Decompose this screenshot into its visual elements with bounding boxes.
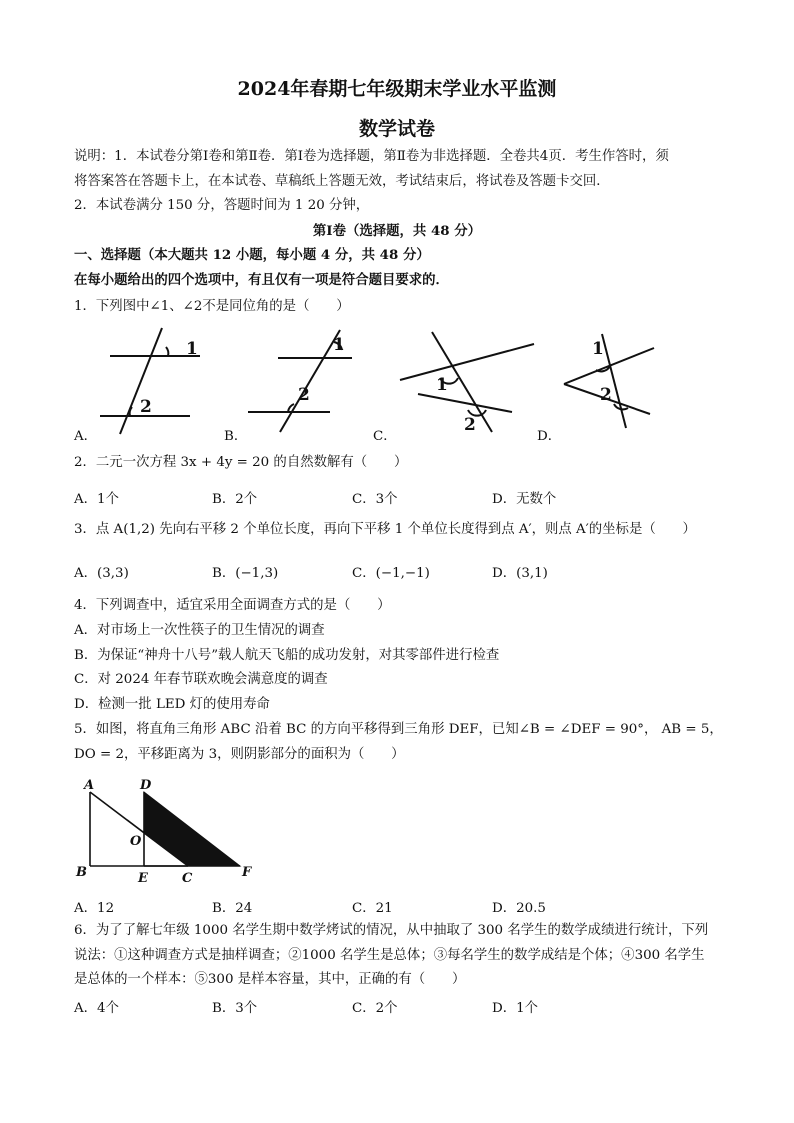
q1-option-a[interactable]: A． <box>74 429 98 444</box>
instructions-line-3: 2．本试卷满分 150 分，答题时间为 1 20 分钟， <box>74 198 370 213</box>
point-d-label: D <box>140 778 152 793</box>
q5-option-a[interactable]: A．12 <box>74 901 115 916</box>
fig-a-label-2: 2 <box>140 397 152 417</box>
question-1-text: 1．下列图中∠1、∠2不是同位角的是（ ） <box>74 299 350 314</box>
fig-c-label-1: 1 <box>436 375 448 395</box>
q6-option-a[interactable]: A．4个 <box>74 1001 119 1016</box>
point-f-label: F <box>242 865 252 880</box>
q3-option-d[interactable]: D．(3,1) <box>492 566 548 581</box>
part1-heading: 第Ⅰ卷（选择题，共 48 分） <box>312 223 482 239</box>
figure-a <box>100 328 200 434</box>
point-a-label: A <box>84 778 95 793</box>
q1-option-c[interactable]: C． <box>373 429 397 444</box>
question-5-line-2: DO = 2，平移距离为 3，则阴影部分的面积为（ ） <box>74 747 405 762</box>
q4-option-d[interactable]: D．检测一批 LED 灯的使用寿命 <box>74 697 270 712</box>
q3-option-c[interactable]: C．(−1,−1) <box>352 566 430 581</box>
question-4-text: 4．下列调查中，适宜采用全面调查方式的是（ ） <box>74 598 391 613</box>
point-b-label: B <box>76 865 87 880</box>
fig-d-label-2: 2 <box>600 385 612 405</box>
instructions-line-2: 将答案答在答题卡上，在本试卷、草稿纸上答题无效，考试结束后，将试卷及答题卡交回． <box>74 174 610 189</box>
q4-option-a[interactable]: A．对市场上一次性筷子的卫生情况的调查 <box>74 623 325 638</box>
q6-option-b[interactable]: B．3个 <box>212 1001 258 1016</box>
point-e-label: E <box>138 871 148 886</box>
q2-option-a[interactable]: A．1个 <box>74 492 119 507</box>
q1-option-d[interactable]: D． <box>537 429 562 444</box>
fig-b-label-2: 2 <box>298 385 310 405</box>
question-2-text: 2．二元一次方程 3x + 4y = 20 的自然数解有（ ） <box>74 455 408 470</box>
question-6-line-3: 是总体的一个样本：⑤300 是样本容量，其中，正确的有（ ） <box>74 972 466 987</box>
section-heading: 一、选择题（本大题共 12 小题，每小题 4 分，共 48 分） <box>74 247 430 263</box>
question-3-text: 3．点 A(1,2) 先向右平移 2 个单位长度，再向下平移 1 个单位长度得到点 A′，则点 A′的坐标是（ ） <box>74 522 696 537</box>
q5-option-d[interactable]: D．20.5 <box>492 901 546 916</box>
q3-option-b[interactable]: B．(−1,3) <box>212 566 279 581</box>
question-5-line-1: 5．如图，将直角三角形 ABC 沿着 BC 的方向平移得到三角形 DEF，已知∠B = ∠DEF = 90°， AB = 5， <box>74 722 723 737</box>
point-c-label: C <box>182 871 193 886</box>
point-o-label: O <box>130 834 142 849</box>
q6-option-c[interactable]: C．2个 <box>352 1001 398 1016</box>
fig-d-label-1: 1 <box>592 339 604 359</box>
question-1-figures <box>0 320 794 450</box>
question-6-line-1: 6．为了了解七年级 1000 名学生期中数学烤试的情况，从中抽取了 300 名学生的数学成绩进行统计，下列 <box>74 923 709 938</box>
q4-option-c[interactable]: C．对 2024 年春节联欢晚会满意度的调查 <box>74 672 328 687</box>
fig-a-label-1: 1 <box>186 339 198 359</box>
q2-option-c[interactable]: C．3个 <box>352 492 398 507</box>
q6-option-d[interactable]: D．1个 <box>492 1001 539 1016</box>
instructions-line-1: 说明：1．本试卷分第Ⅰ卷和第Ⅱ卷．第Ⅰ卷为选择题，第Ⅱ卷为非选择题．全卷共4页．考生作答时，须 <box>74 149 669 164</box>
shaded-region <box>144 792 240 866</box>
q1-option-b[interactable]: B． <box>224 429 248 444</box>
q2-option-d[interactable]: D．无数个 <box>492 492 557 507</box>
fig-c-label-2: 2 <box>464 415 476 435</box>
q5-option-c[interactable]: C．21 <box>352 901 393 916</box>
exam-title: 2024年春期七年级期末学业水平监测 <box>237 78 557 100</box>
q5-option-b[interactable]: B．24 <box>212 901 253 916</box>
fig-b-label-1: 1 <box>333 335 345 355</box>
question-6-line-2: 说法：①这种调查方式是抽样调查；②1000 名学生是总体；③每名学生的数学成结是个体；④300 名学生 <box>74 948 705 963</box>
q3-option-a[interactable]: A．(3,3) <box>74 566 129 581</box>
q2-option-b[interactable]: B．2个 <box>212 492 258 507</box>
question-5-figure <box>70 776 270 886</box>
section-note: 在每小题给出的四个选项中，有且仅有一项是符合题目要求的． <box>74 272 449 288</box>
figure-d <box>564 334 654 428</box>
q4-option-b[interactable]: B．为保证“神舟十八号”载人航天飞船的成功发射，对其零部件进行检查 <box>74 648 500 663</box>
exam-subtitle: 数学试卷 <box>358 118 435 140</box>
